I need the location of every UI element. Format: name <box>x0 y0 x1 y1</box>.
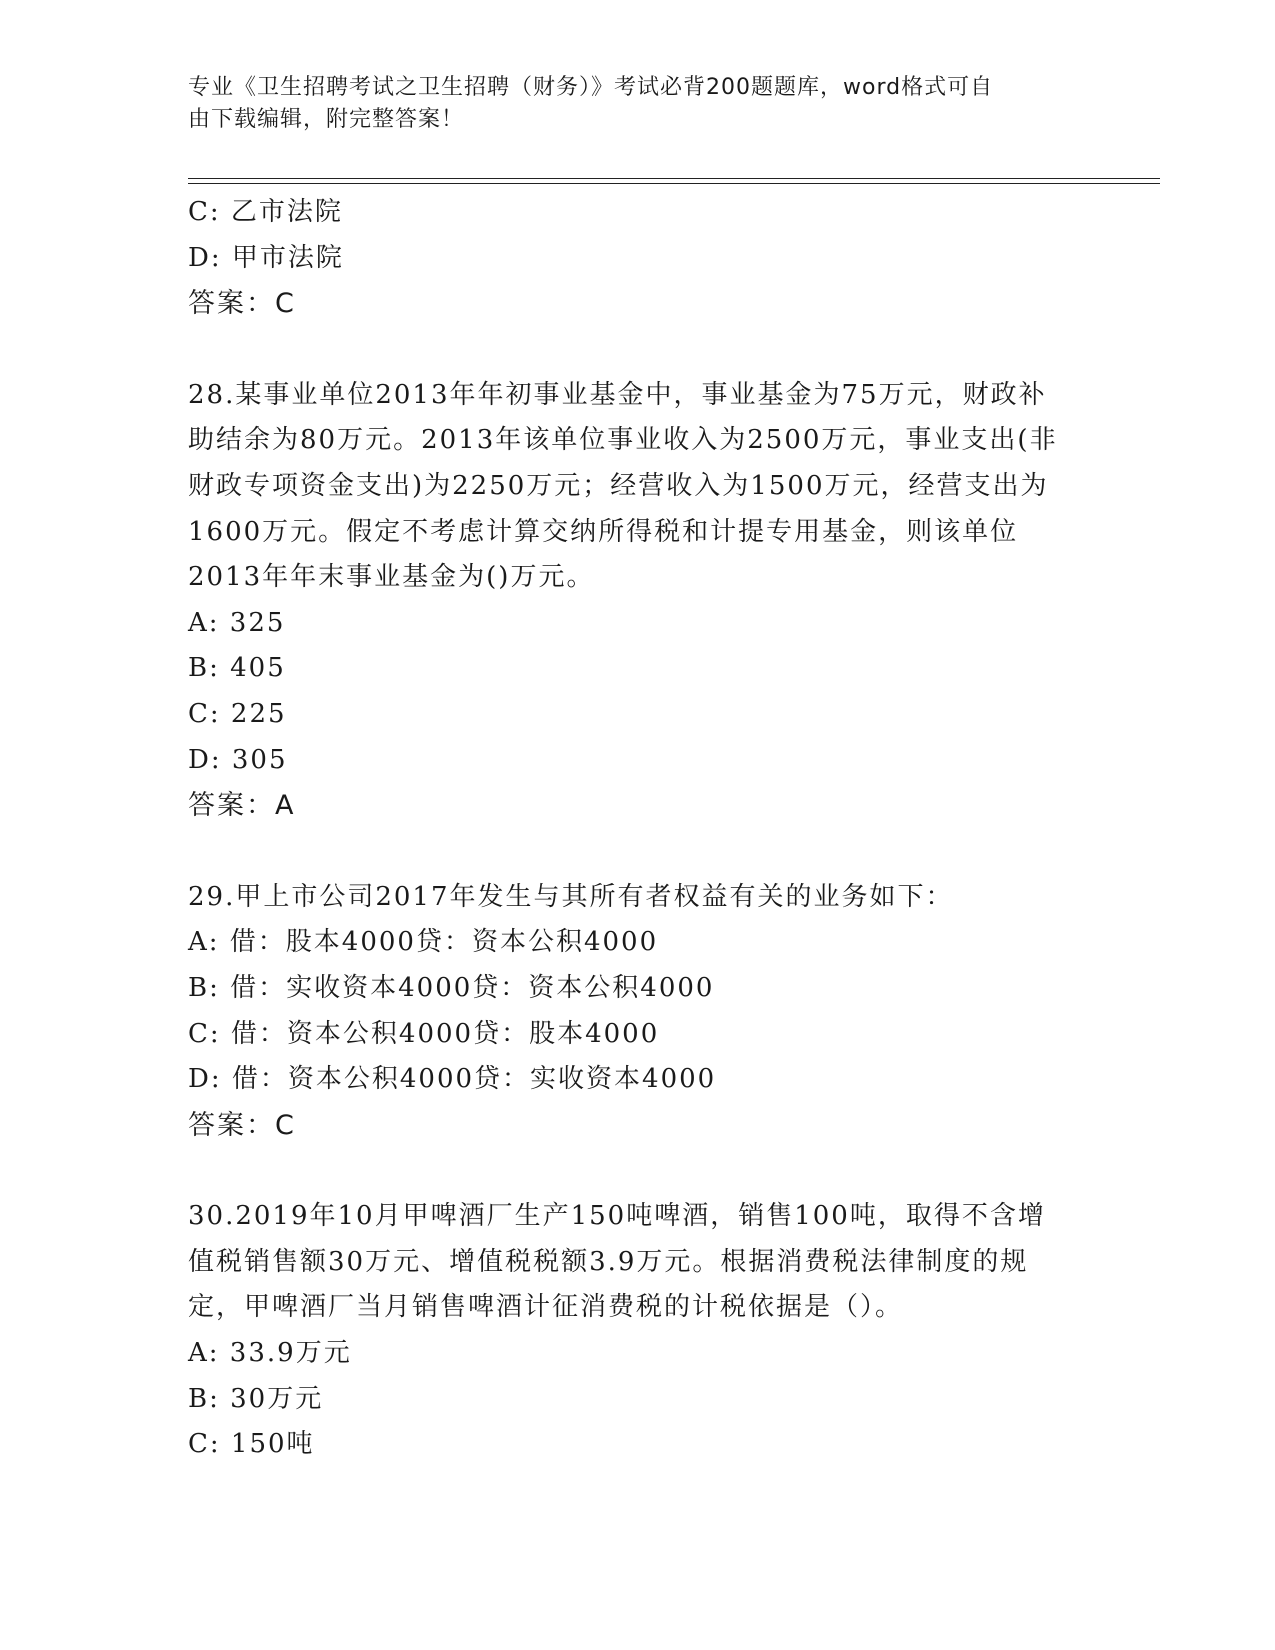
answer-line: 答案：A <box>188 790 296 822</box>
question-text-line: 29.甲上市公司2017年发生与其所有者权益有关的业务如下： <box>188 881 954 912</box>
option-a: A: 325 <box>188 607 286 638</box>
option-a: A: 借：股本4000贷：资本公积4000 <box>188 927 659 958</box>
question-text-line: 28.某事业单位2013年年初事业基金中，事业基金为75万元，财政补 <box>188 379 1047 410</box>
option-b: B: 405 <box>188 653 286 684</box>
question-text-line: 30.2019年10月甲啤酒厂生产150吨啤酒，销售100吨，取得不含增 <box>188 1201 1046 1232</box>
document-header <box>188 72 1078 136</box>
option-b: B: 借：实收资本4000贷：资本公积4000 <box>188 972 715 1003</box>
option-d: D: 305 <box>188 744 288 775</box>
option-a: A: 33.9万元 <box>188 1338 352 1369</box>
answer-line: 答案：C <box>188 288 296 320</box>
option-c: C: 150吨 <box>188 1429 315 1460</box>
question-text-line: 值税销售额30万元、增值税税额3.9万元。根据消费税法律制度的规 <box>188 1246 1029 1277</box>
question-29 <box>188 875 1088 1149</box>
header-line-2: 由下载编辑，附完整答案！ <box>188 107 465 132</box>
option-d: D: 借：资本公积4000贷：实收资本4000 <box>188 1064 717 1095</box>
header-divider-top <box>188 178 1160 179</box>
header-divider-bottom <box>188 183 1160 184</box>
question-text-line: 助结余为80万元。2013年该单位事业收入为2500万元，事业支出(非 <box>188 425 1058 456</box>
question-28 <box>188 373 1088 829</box>
question-30 <box>188 1194 1088 1468</box>
question-text-line: 财政专项资金支出)为2250万元；经营收入为1500万元，经营支出为 <box>188 470 1049 501</box>
header-line-1: 专业《卫生招聘考试之卫生招聘（财务）》考试必背200题题库，word格式可自 <box>188 75 994 100</box>
answer-line: 答案：C <box>188 1109 296 1141</box>
previous-question-tail <box>188 190 1088 327</box>
option-d: D: 甲市法院 <box>188 242 344 273</box>
question-text-line: 2013年年末事业基金为()万元。 <box>188 562 595 593</box>
question-text-line: 1600万元。假定不考虑计算交纳所得税和计提专用基金，则该单位 <box>188 516 1019 547</box>
option-c: C: 借：资本公积4000贷：股本4000 <box>188 1018 660 1049</box>
question-content <box>188 190 1088 1468</box>
option-b: B: 30万元 <box>188 1383 324 1414</box>
option-c: C: 225 <box>188 698 287 729</box>
option-c: C: 乙市法院 <box>188 197 343 227</box>
question-text-line: 定，甲啤酒厂当月销售啤酒计征消费税的计税依据是（）。 <box>188 1292 904 1323</box>
